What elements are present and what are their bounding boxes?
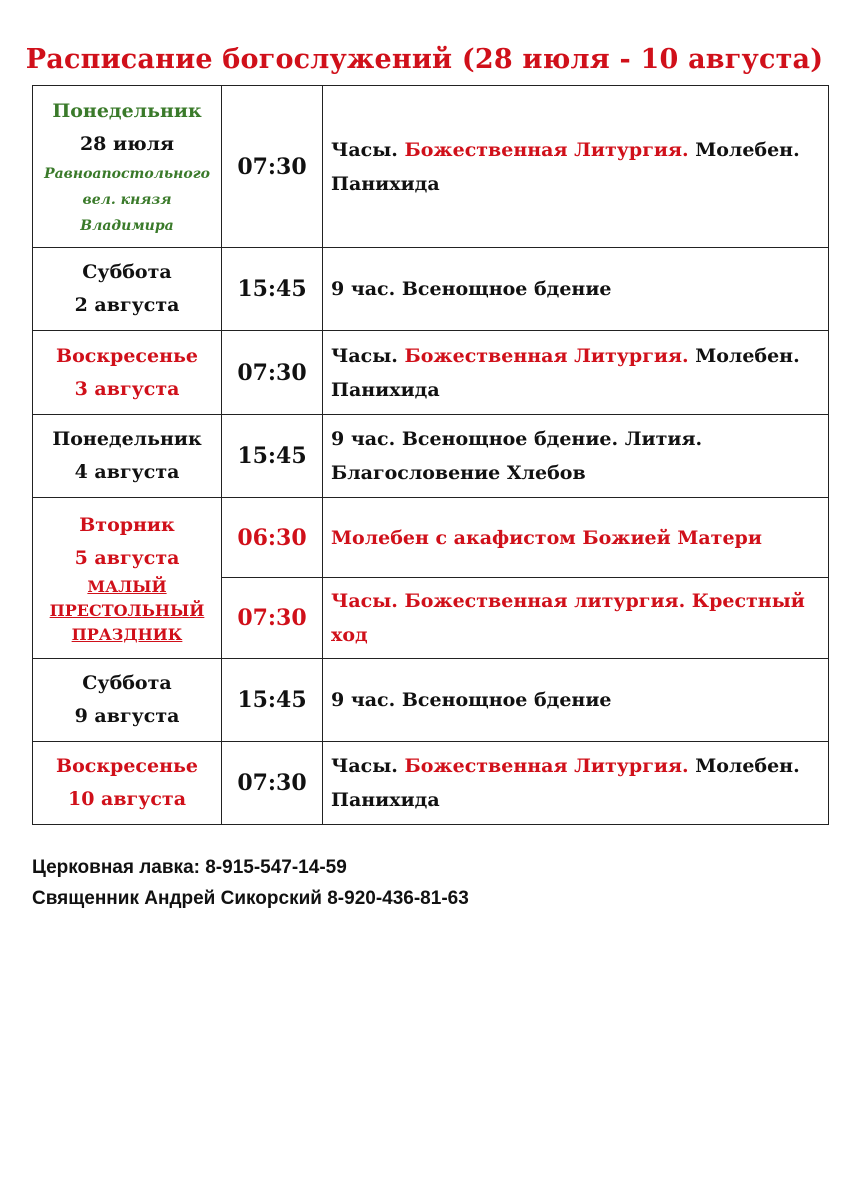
service-cell: 9 час. Всенощное бдение (323, 659, 829, 742)
weekday: Понедельник (52, 99, 202, 122)
table-row (33, 86, 829, 248)
table-row (33, 498, 829, 578)
feast-line: ПРЕСТОЛЬНЫЙ (49, 601, 205, 620)
date: 4 августа (74, 461, 180, 483)
time-cell: 06:30 (222, 498, 323, 578)
service-text: Молебен. Панихида (331, 344, 800, 401)
day-cell (33, 742, 222, 825)
table-row (33, 659, 829, 742)
weekday: Воскресенье (56, 344, 198, 367)
priest-phone: Священник Андрей Сикорский 8-920-436-81-63 (32, 888, 469, 909)
service-cell (323, 742, 829, 825)
table-row (33, 742, 829, 825)
date: 28 июля (79, 132, 175, 155)
feast-line: МАЛЫЙ (87, 577, 167, 596)
time-cell: 15:45 (222, 415, 323, 498)
table-row (33, 331, 829, 415)
date: 10 августа (67, 788, 187, 810)
day-cell (33, 415, 222, 498)
service-text: Молебен. Панихида (331, 755, 800, 811)
liturgy-text: Божественная Литургия. (404, 755, 689, 777)
service-text: 9 час. Всенощное бдение (331, 278, 612, 300)
service-text: Молебен. Панихида (331, 138, 800, 195)
service-cell (323, 248, 829, 331)
time-cell: 07:30 (222, 331, 323, 415)
contacts (32, 852, 469, 914)
time-cell: 07:30 (222, 86, 323, 248)
date: 2 августа (74, 294, 180, 316)
service-cell: Часы. Божественная литургия. Крестный ход (323, 578, 829, 659)
day-cell (33, 659, 222, 742)
feast-line: ПРАЗДНИК (71, 625, 183, 644)
liturgy-text: Божественная Литургия. (404, 138, 689, 161)
time-cell: 07:30 (222, 742, 323, 825)
weekday: Вторник (79, 514, 175, 536)
service-cell: 9 час. Всенощное бдение. Лития. Благословение Хлебов (323, 415, 829, 498)
feast-line: вел. князя (82, 191, 172, 208)
feast-line: Равноапостольного (44, 165, 210, 182)
day-cell (33, 498, 222, 659)
service-text: Часы. (331, 755, 405, 777)
church-shop-phone: Церковная лавка: 8-915-547-14-59 (32, 857, 347, 878)
page-title: Расписание богослужений (28 июля - 10 августа) (25, 44, 824, 75)
date: 3 августа (74, 377, 180, 400)
day-cell (33, 86, 222, 248)
liturgy-text: Божественная Литургия. (404, 344, 689, 367)
feast-line: Владимира (80, 217, 174, 234)
weekday: Суббота (82, 261, 172, 283)
time-cell: 15:45 (222, 659, 323, 742)
table-row (33, 415, 829, 498)
time-cell: 07:30 (222, 578, 323, 659)
weekday: Суббота (82, 672, 172, 694)
schedule-table (32, 85, 829, 825)
day-cell (33, 331, 222, 415)
service-cell: Молебен с акафистом Божией Матери (323, 498, 829, 578)
service-cell (323, 86, 829, 248)
weekday: Понедельник (52, 428, 202, 450)
service-text: Часы. (331, 344, 405, 367)
date: 9 августа (74, 705, 180, 727)
weekday: Воскресенье (56, 755, 198, 777)
service-text: Часы. (331, 138, 405, 161)
time-cell: 15:45 (222, 248, 323, 331)
date: 5 августа (74, 547, 180, 569)
day-cell (33, 248, 222, 331)
table-row (33, 248, 829, 331)
service-cell (323, 331, 829, 415)
